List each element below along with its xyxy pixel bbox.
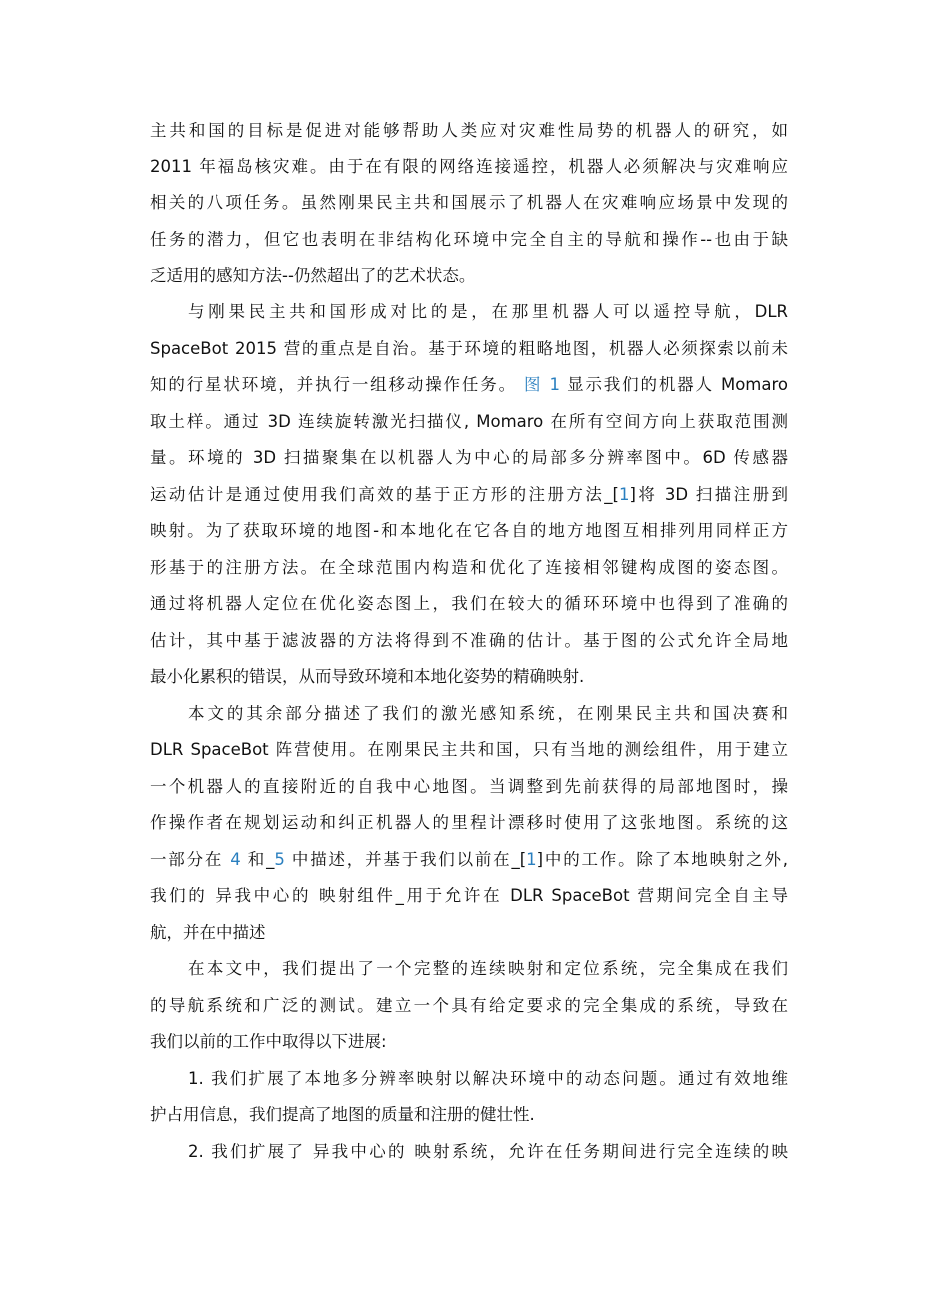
paragraph-2-line-9: 通过将机器人定位在优化姿态图上，我们在较大的循环环境中也得到了准确的: [150, 594, 788, 613]
paragraph-2-line-5: 量。环境的 3D 扫描聚集在以机器人为中心的局部多分辨率图中。6D 传感器: [150, 448, 788, 467]
paragraph-1-line-4: 任务的潜力，但它也表明在非结构化环境中完全自主的导航和操作--也由于缺: [150, 230, 788, 249]
paragraph-1-line-2: 2011 年福岛核灾难。由于在有限的网络连接遥控，机器人必须解决与灾难响应: [150, 157, 788, 176]
section-4-link[interactable]: 4: [230, 850, 241, 869]
paragraph-2-line-6: [150, 483, 788, 507]
paragraph-3-line-5: [150, 848, 788, 872]
paragraph-3-text: ]中的工作。除了本地映射之外,: [536, 850, 789, 869]
paragraph-3-text: 中描述，并基于我们以前在_[: [291, 850, 527, 869]
paragraph-2-text: ]将 3D 扫描注册到: [629, 485, 789, 504]
paragraph-2-line-10: 估计，其中基于滤波器的方法将得到不准确的估计。基于图的公式允许全局地: [150, 631, 788, 650]
paragraph-2-line-2: SpaceBot 2015 营的重点是自治。基于环境的粗略地图，机器人必须探索以前未: [150, 339, 788, 358]
paragraph-1-line-3: 相关的八项任务。虽然刚果民主共和国展示了机器人在灾难响应场景中发现的: [150, 193, 788, 212]
paragraph-3-line-7: 航，并在中描述: [150, 923, 266, 942]
paragraph-3-line-6: 我们的 异我中心的 映射组件_用于允许在 DLR SpaceBot 营期间完全自主导: [150, 886, 788, 905]
paragraph-1-line-5: 乏适用的感知方法--仍然超出了的艺术状态。: [150, 266, 476, 285]
paragraph-3-line-2: DLR SpaceBot 阵营使用。在刚果民主共和国，只有当地的测绘组件，用于建立: [150, 740, 788, 759]
paragraph-2-line-3: [150, 373, 788, 397]
paragraph-3-text: 和_: [247, 850, 275, 869]
paragraph-2-line-7: 映射。为了获取环境的地图-和本地化在它各自的地方地图互相排列用同样正方: [150, 521, 788, 540]
paragraph-2-line-8: 形基于的注册方法。在全球范围内构造和优化了连接相邻键构成图的姿态图。: [150, 558, 788, 577]
section-5-link[interactable]: 5: [274, 850, 285, 869]
citation-1-link[interactable]: 1: [618, 485, 630, 504]
paragraph-2-line-11: 最小化累积的错误，从而导致环境和本地化姿势的精确映射.: [150, 667, 585, 686]
paragraph-3-line-3: 一个机器人的直接附近的自我中心地图。当调整到先前获得的局部地图时，操: [150, 777, 788, 796]
list-item-1-line-1: 1. 我们扩展了本地多分辨率映射以解决环境中的动态问题。通过有效地维: [188, 1069, 788, 1088]
paragraph-4-line-3: 我们以前的工作中取得以下进展:: [150, 1032, 387, 1051]
paragraph-3-text: 一部分在: [150, 850, 224, 869]
list-item-1-line-2: 护占用信息，我们提高了地图的质量和注册的健壮性.: [150, 1105, 535, 1124]
list-item-2-line-1: 2. 我们扩展了 异我中心的 映射系统，允许在任务期间进行完全连续的映: [188, 1142, 788, 1161]
paragraph-4-line-1: 在本文中，我们提出了一个完整的连续映射和定位系统，完全集成在我们: [188, 959, 788, 978]
paragraph-2-line-4: 取土样。通过 3D 连续旋转激光扫描仪, Momaro 在所有空间方向上获取范围测: [150, 412, 788, 431]
paragraph-4-line-2: 的导航系统和广泛的测试。建立一个具有给定要求的完全集成的系统，导致在: [150, 996, 788, 1015]
figure-1-link[interactable]: 图 1: [524, 375, 560, 394]
paragraph-2-text: 运动估计是通过使用我们高效的基于正方形的注册方法_[: [150, 485, 619, 504]
paragraph-1-line-1: 主共和国的目标是促进对能够帮助人类应对灾难性局势的机器人的研究，如: [150, 121, 788, 140]
citation-1-link[interactable]: 1: [526, 850, 537, 869]
paragraph-3-line-4: 作操作者在规划运动和纠正机器人的里程计漂移时使用了这张地图。系统的这: [150, 813, 788, 832]
paragraph-2-line-1: 与刚果民主共和国形成对比的是，在那里机器人可以遥控导航，DLR: [188, 302, 788, 321]
paragraph-3-line-1: 本文的其余部分描述了我们的激光感知系统，在刚果民主共和国决赛和: [188, 704, 788, 723]
paragraph-2-text: 显示我们的机器人 Momaro: [567, 375, 788, 394]
paragraph-2-text: 知的行星状环境，并执行一组移动操作任务。: [150, 375, 517, 394]
